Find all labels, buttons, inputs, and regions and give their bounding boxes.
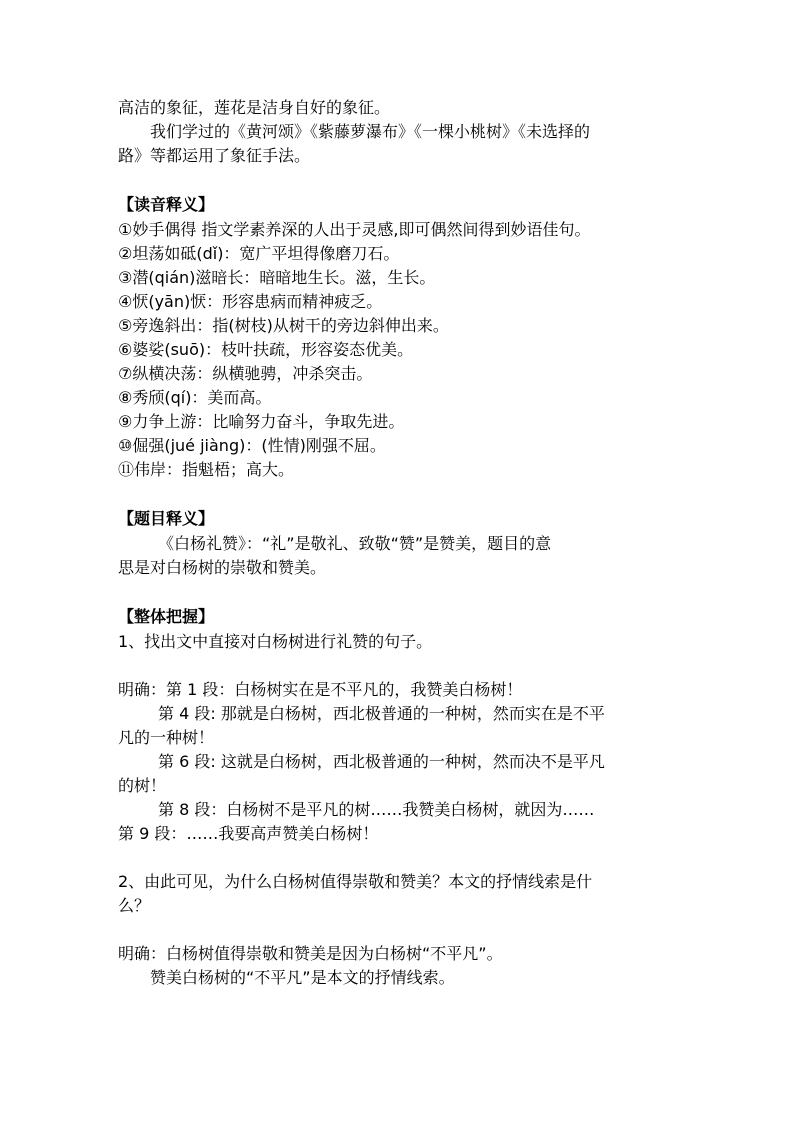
reading-item: ⑧秀颀(qí)：美而高。	[118, 388, 272, 407]
reading-item: ③潜(qián)滋暗长：暗暗地生长。滋，生长。	[118, 268, 436, 287]
spacer	[118, 918, 678, 942]
reading-item: ⑨力争上游：比喻努力奋斗，争取先进。	[118, 412, 405, 431]
document-page	[118, 96, 678, 990]
question-1: 1、找出文中直接对白杨树进行礼赞的句子。	[118, 632, 433, 651]
intro-line-2: 我们学过的《黄河颂》《紫藤萝瀑布》《一棵小桃树》《未选择的	[150, 122, 591, 141]
reading-item: ⑪伟岸：指魁梧；高大。	[118, 460, 295, 479]
intro-line-3: 路》等都运用了象征手法。	[118, 146, 311, 165]
title-meaning-line-1: 《白杨礼赞》：“礼”是敬礼、致敬“赞”是赞美，题目的意	[158, 534, 552, 553]
answer-2-line-2: 赞美白杨树的“不平凡”是本文的抒情线索。	[150, 968, 455, 987]
spacer	[118, 482, 678, 506]
answer-1-line-6: 第 8 段：白杨树不是平凡的树……我赞美白杨树，就因为……	[158, 800, 595, 819]
reading-item: ⑦纵横决荡：纵横驰骋，冲杀突击。	[118, 364, 373, 383]
question-2-line-1: 2、由此可见，为什么白杨树值得崇敬和赞美？本文的抒情线索是什	[118, 872, 593, 891]
answer-1-line-1: 明确：第 1 段：白杨树实在是不平凡的，我赞美白杨树！	[118, 680, 523, 699]
spacer	[118, 654, 678, 678]
reading-item: ①妙手偶得 指文学素养深的人出于灵感,即可偶然间得到妙语佳句。	[118, 220, 591, 239]
answer-2-line-1: 明确：白杨树值得崇敬和赞美是因为白杨树“不平凡”。	[118, 944, 503, 963]
overall-heading: 【整体把握】	[118, 607, 215, 626]
spacer	[118, 168, 678, 192]
answer-1-line-3: 凡的一种树！	[118, 728, 215, 747]
answer-1-line-2: 第 4 段: 那就是白杨树，西北极普通的一种树，然而实在是不平	[158, 704, 605, 723]
answer-1-line-5: 的树！	[118, 776, 167, 795]
intro-line-1: 高洁的象征，莲花是洁身自好的象征。	[118, 98, 391, 117]
reading-item: ⑩倔强(jué jiàng)：(性情)刚强不屈。	[118, 436, 386, 455]
title-meaning-heading: 【题目释义】	[118, 509, 215, 528]
answer-1-line-4: 第 6 段: 这就是白杨树，西北极普通的一种树，然而决不是平凡	[158, 752, 605, 771]
reading-heading: 【读音释义】	[118, 195, 215, 214]
reading-item: ②坦荡如砥(dǐ)：宽广平坦得像磨刀石。	[118, 244, 400, 263]
answer-1-line-7: 第 9 段：……我要高声赞美白杨树！	[118, 824, 379, 843]
spacer	[118, 580, 678, 604]
title-meaning-line-2: 思是对白杨树的崇敬和赞美。	[118, 558, 327, 577]
reading-item: ⑤旁逸斜出：指(树枝)从树干的旁边斜伸出来。	[118, 316, 449, 335]
reading-item: ④恹(yān)恹：形容患病而精神疲乏。	[118, 292, 383, 311]
question-2-line-2: 么？	[118, 896, 151, 915]
spacer	[118, 846, 678, 870]
reading-item: ⑥婆娑(suō)：枝叶扶疏，形容姿态优美。	[118, 340, 414, 359]
